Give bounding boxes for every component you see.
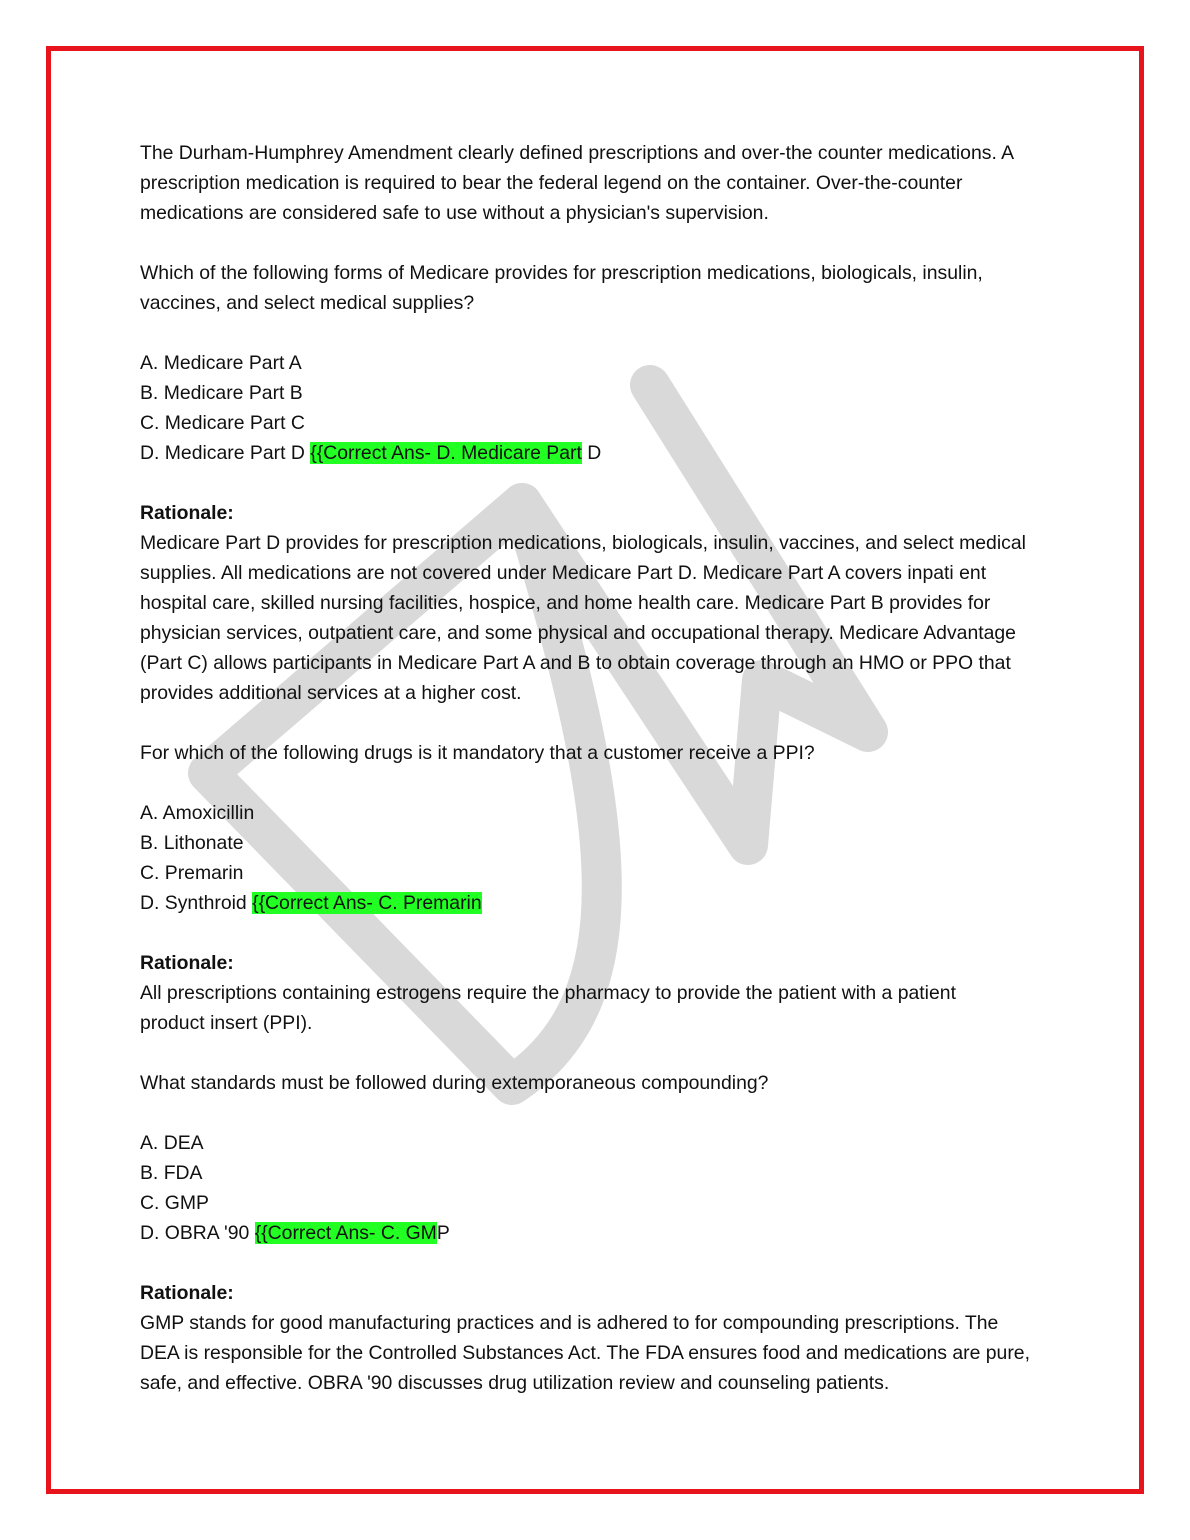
q2-rationale-line: product insert (PPI). [140, 1012, 313, 1034]
q1-rationale-line: Medicare Part D provides for prescription medications, biologicals, insulin, vaccines, and select medical [140, 532, 1026, 554]
q1-option-c: C. Medicare Part C [140, 412, 305, 434]
question-3-line: What standards must be followed during extemporaneous compounding? [140, 1072, 769, 1094]
intro-line: prescription medication is required to bear the federal legend on the container. Over-the-counter [140, 172, 963, 194]
q1-rationale-line: hospital care, skilled nursing facilities, hospice, and home health care. Medicare Part B provides for [140, 592, 991, 614]
q3-answer-tail: P [436, 1222, 450, 1244]
q3-option-a: A. DEA [140, 1132, 204, 1154]
q1-correct-answer: {{Correct Ans- D. Medicare Part [310, 442, 582, 464]
q2-option-c: C. Premarin [140, 862, 244, 884]
q1-rationale-line: physician services, outpatient care, and some physical and occupational therapy. Medicare Advantage [140, 622, 1016, 644]
question-1-line: vaccines, and select medical supplies? [140, 292, 475, 314]
question-2-line: For which of the following drugs is it mandatory that a customer receive a PPI? [140, 742, 815, 764]
q2-rationale-line: All prescriptions containing estrogens require the pharmacy to provide the patient with a patient [140, 982, 956, 1004]
q3-rationale-label: Rationale: [140, 1282, 234, 1304]
q1-option-d-row [140, 438, 1060, 468]
q1-rationale-label: Rationale: [140, 502, 234, 524]
q3-option-c: C. GMP [140, 1192, 209, 1214]
intro-line: The Durham-Humphrey Amendment clearly defined prescriptions and over-the counter medications. A [140, 142, 1015, 164]
q3-rationale-line: DEA is responsible for the Controlled Substances Act. The FDA ensures food and medications are pure, [140, 1342, 1030, 1364]
q1-rationale-line: (Part C) allows participants in Medicare Part A and B to obtain coverage through an HMO or PPO that [140, 652, 1011, 674]
q3-rationale-line: safe, and effective. OBRA '90 discusses drug utilization review and counseling patients. [140, 1372, 890, 1394]
q2-correct-answer: {{Correct Ans- C. Premarin [252, 892, 482, 914]
q3-correct-answer: {{Correct Ans- C. GM [254, 1222, 437, 1244]
q1-answer-tail: D [587, 442, 602, 464]
intro-line: medications are considered safe to use without a physician's supervision. [140, 202, 769, 224]
q3-option-d: D. OBRA '90 [140, 1222, 250, 1244]
document-body [140, 138, 1060, 1398]
q2-option-b: B. Lithonate [140, 832, 244, 854]
q1-option-a: A. Medicare Part A [140, 352, 302, 374]
q3-option-b: B. FDA [140, 1162, 203, 1184]
q1-rationale-line: supplies. All medications are not covered under Medicare Part D. Medicare Part A covers inpati ent [140, 562, 987, 584]
q2-option-d-row [140, 888, 1060, 918]
q2-option-a: A. Amoxicillin [140, 802, 255, 824]
q3-rationale-line: GMP stands for good manufacturing practices and is adhered to for compounding prescriptions. The [140, 1312, 999, 1334]
q2-rationale-label: Rationale: [140, 952, 234, 974]
q1-option-d: D. Medicare Part D [140, 442, 305, 464]
question-1-line: Which of the following forms of Medicare provides for prescription medications, biologicals, insulin, [140, 262, 983, 284]
q1-rationale-line: provides additional services at a higher cost. [140, 682, 522, 704]
q3-option-d-row [140, 1218, 1060, 1248]
q1-option-b: B. Medicare Part B [140, 382, 303, 404]
q2-option-d: D. Synthroid [140, 892, 247, 914]
